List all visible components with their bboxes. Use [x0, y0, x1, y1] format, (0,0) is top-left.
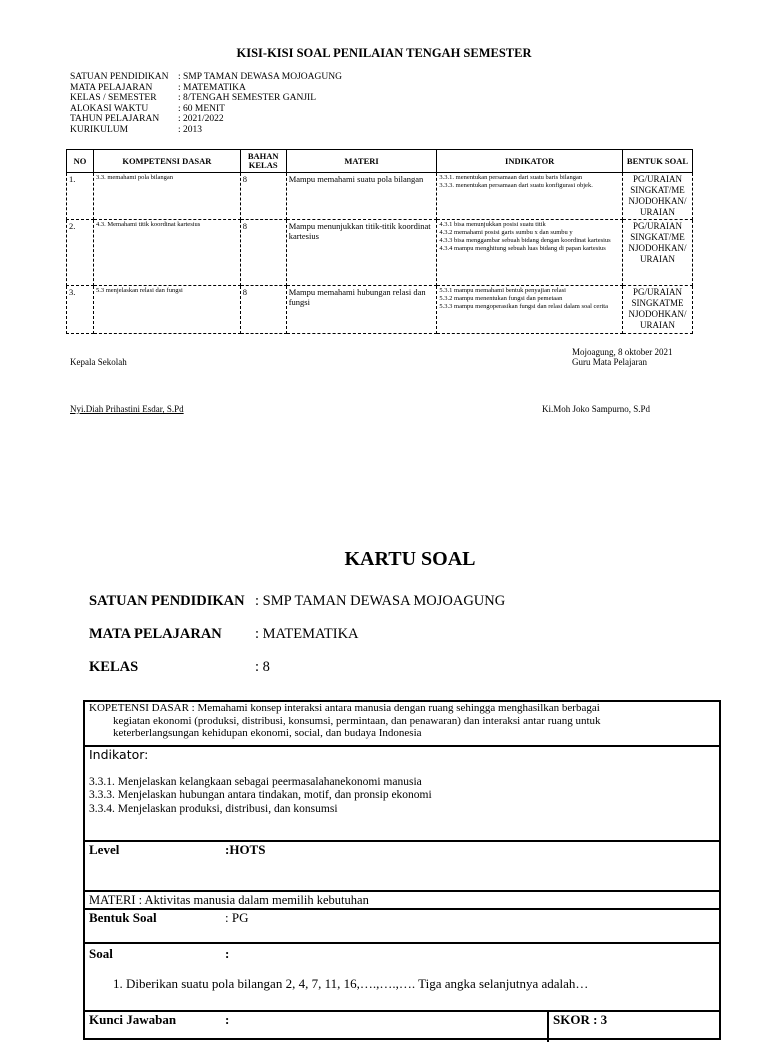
kisi-meta-row [70, 125, 342, 136]
kisi-meta-row [70, 114, 342, 125]
cell-indikator [437, 220, 623, 286]
cell-indikator [437, 286, 623, 334]
bentuk-line: URAIAN [640, 207, 675, 217]
cell-bahan: 8 [240, 220, 286, 286]
col-header-bentuk: BENTUK SOAL [623, 150, 693, 173]
cell-no: 2. [67, 220, 94, 286]
kartu-meta-value: : SMP TAMAN DEWASA MOJOAGUNG [255, 593, 506, 609]
level-label: Level [89, 842, 120, 857]
principal-name: Nyi.Diah Prihastini Esdar, S.Pd [70, 404, 184, 414]
soal-item: 1. Diberikan suatu pola bilangan 2, 4, 7, 11, 16,….,….,…. Tiga angka selanjutnya adalah… [113, 976, 589, 991]
meta-value: : SMP TAMAN DEWASA MOJOAGUNG [178, 72, 342, 82]
indikator-item: 3.3.3. Menjelaskan hubungan antara tindakan, motif, dan pronsip ekonomi [89, 789, 432, 801]
indikator-line: 4.3.2 memahami posisi garis sumbu x dan sumbu y [439, 229, 573, 236]
meta-value: : 2013 [178, 124, 203, 135]
cell-kd: 5.3 menjelaskan relasi dan fungsi [93, 286, 240, 334]
kisi-meta [70, 72, 342, 136]
bentuk-label: Bentuk Soal [89, 910, 157, 925]
kd-section [85, 702, 719, 747]
place-date: Mojoagung, 8 oktober 2021 [572, 347, 673, 357]
teacher-name: Ki.Moh Joko Sampurno, S.Pd [542, 404, 651, 414]
meta-label: KELAS / SEMESTER [70, 93, 157, 104]
bentuk-line: PG/URAIAN [632, 221, 682, 231]
kisi-table [66, 149, 693, 334]
indikator-line: 5.3.1 mampu memahami bentuk penyajian relasi [439, 287, 566, 294]
col-header-bahan: BAHAN KELAS [240, 150, 286, 173]
teacher-role: Guru Mata Pelajaran [572, 357, 647, 367]
kartu-meta-row [89, 593, 569, 610]
bentuk-value: : PG [225, 910, 249, 925]
kd-line: kegiatan ekonomi (produksi, distribusi, konsumsi, permintaan, dan penawaran) dan interaksi antar ruang untuk [113, 714, 601, 727]
cell-bahan: 8 [240, 286, 286, 334]
kartu-meta-value: : MATEMATIKA [255, 626, 359, 642]
table-row [67, 173, 693, 220]
meta-label: ALOKASI WAKTU [70, 103, 149, 114]
kd-label: KOPETENSI DASAR : [89, 702, 195, 714]
level-value: :HOTS [225, 842, 266, 857]
kisi-meta-row [70, 72, 342, 83]
bentuk-line: SINGKAT/ME [630, 185, 685, 195]
soal-section [85, 944, 719, 1012]
cell-materi: Mampu menunjukkan titik-titik koordinat kartesius [286, 220, 437, 286]
bentuk-line: SINGKAT/ME [630, 232, 685, 242]
cell-no: 1. [67, 173, 94, 220]
indikator-line: 5.3.3 mampu mengoperasikan fungsi dan relasi dalam soal cerita [439, 303, 608, 310]
principal-role: Kepala Sekolah [70, 357, 127, 367]
kisi-meta-row [70, 83, 342, 94]
kd-line [89, 702, 715, 715]
indikator-line: 4.3.4 mampu menghitung sebuah luas bidang di papan kartesius [439, 245, 606, 252]
meta-value: : 2021/2022 [178, 114, 224, 125]
meta-label: TAHUN PELAJARAN [70, 114, 160, 125]
indikator-line: 4.3.3 bisa menggambar sebuah bidang dengan koordinat kartesius [439, 237, 611, 244]
col-header-no: NO [67, 150, 94, 173]
meta-value: : MATEMATIKA [178, 82, 246, 93]
skor-value: SKOR : 3 [553, 1012, 608, 1027]
cell-kd: 4.3. Memahami titik koordinat kartesius [93, 220, 240, 286]
bentuk-line: NJODOHKAN/ [628, 309, 687, 319]
indikator-item: 3.3.4. Menjelaskan produksi, distribusi, dan konsumsi [89, 803, 338, 815]
kisi-meta-row [70, 104, 342, 115]
kunci-colon: : [225, 1012, 230, 1027]
kartu-title: KARTU SOAL [344, 548, 476, 570]
indikator-section [85, 747, 719, 842]
kd-line: keterberlangsungan kehidupan ekonomi, social, dan budaya Indonesia [113, 727, 422, 739]
col-header-kd: KOMPETENSI DASAR [93, 150, 240, 173]
meta-label: KURIKULUM [70, 124, 129, 135]
kartu-meta-row [89, 626, 569, 643]
kartu-card [83, 700, 721, 1040]
indikator-line: 5.3.2 mampu menentukan fungsi dan pemetaan [439, 295, 563, 302]
bentuk-line: SINGKATME [631, 298, 684, 308]
skor-section [547, 1012, 719, 1042]
meta-value: : 8/TENGAH SEMESTER GANJIL [178, 93, 317, 104]
cell-kd: 3.3. memahami pola bilangan [93, 173, 240, 220]
materi-section [85, 892, 719, 910]
bentuk-line: NJODOHKAN/ [628, 196, 687, 206]
kd-text: Memahami konsep interaksi antara manusia dengan ruang sehingga menghasilkan berbagai [194, 702, 600, 714]
bentuk-line: PG/URAIAN [632, 287, 682, 297]
table-row [67, 286, 693, 334]
kunci-section [85, 1012, 543, 1042]
kartu-meta-label: KELAS [89, 659, 139, 675]
cell-materi: Mampu memahami suatu pola bilangan [286, 173, 437, 220]
indikator-line: 3.3.3. menentukan persamaan dari suatu konfigurasi objek. [439, 182, 593, 189]
kartu-meta-row [89, 659, 569, 676]
level-section [85, 842, 719, 892]
indikator-label: Indikator: [89, 747, 149, 762]
indikator-item: 3.3.1. Menjelaskan kelangkaan sebagai peermasalahanekonomi manusia [89, 776, 422, 788]
kisi-title: KISI-KISI SOAL PENILAIAN TENGAH SEMESTER [236, 46, 532, 60]
cell-bentuk [623, 173, 693, 220]
materi-text: MATERI : Aktivitas manusia dalam memilih kebutuhan [89, 893, 369, 907]
indikator-line: 4.3.1 bisa menunjukkan posisi suatu titik [439, 221, 546, 228]
cell-bentuk [623, 220, 693, 286]
cell-bahan: 8 [240, 173, 286, 220]
table-header-row [67, 150, 693, 173]
meta-label: MATA PELAJARAN [70, 82, 153, 93]
meta-label: SATUAN PENDIDIKAN [70, 72, 169, 82]
kartu-meta-label: SATUAN PENDIDIKAN [89, 593, 245, 609]
bentuk-section [85, 910, 719, 944]
indikator-line: 3.3.1. menentukan persamaan dari suatu baris bilangan [439, 174, 583, 181]
table-row [67, 220, 693, 286]
cell-no: 3. [67, 286, 94, 334]
bentuk-line: NJODOHKAN/ [628, 243, 687, 253]
kartu-meta-label: MATA PELAJARAN [89, 626, 222, 642]
bentuk-line: PG/URAIAN [632, 174, 682, 184]
cell-indikator [437, 173, 623, 220]
soal-colon: : [225, 946, 230, 961]
kisi-meta-row [70, 93, 342, 104]
cell-materi: Mampu memahami hubungan relasi dan fungsi [286, 286, 437, 334]
cell-bentuk [623, 286, 693, 334]
meta-value: : 60 MENIT [178, 103, 225, 114]
col-header-indikator: INDIKATOR [437, 150, 623, 173]
kunci-label: Kunci Jawaban [89, 1012, 177, 1027]
col-header-materi: MATERI [286, 150, 437, 173]
soal-label: Soal [89, 946, 113, 961]
bentuk-line: URAIAN [640, 254, 675, 264]
kartu-meta-value: : 8 [255, 659, 270, 675]
bentuk-line: URAIAN [640, 320, 675, 330]
